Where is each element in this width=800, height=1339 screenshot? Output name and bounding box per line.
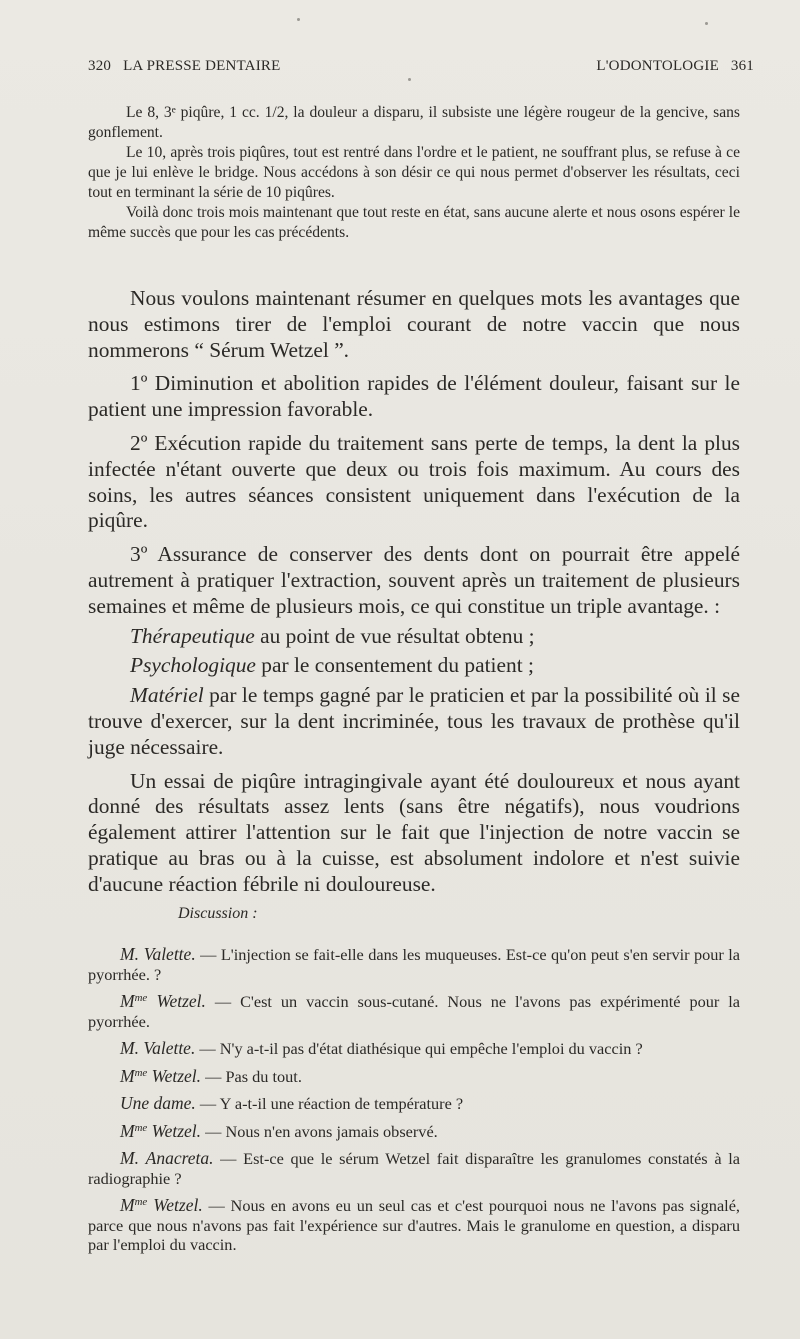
speaker-prefix: M (120, 1195, 135, 1215)
speaker-name (120, 991, 206, 1011)
summary-closing: Un essai de piqûre intragingivale ayant été douloureux et nous ayant donné des résultats assez lents (sans être négatifs), nous voudrions également attirer l'attention sur le fait que l'injection de notre vaccin se pratique au bras ou à la cuisse, est absolument indolore et n'est suivie d'aucune réaction fébrile ni douloureuse. (88, 768, 740, 896)
speaker-surname: Wetzel. (147, 1065, 202, 1086)
speech-text: — Pas du tout. (201, 1066, 302, 1086)
discussion-section (88, 945, 740, 1263)
speaker-surname: Wetzel. (147, 1195, 203, 1215)
speaker-superscript: me (134, 1066, 148, 1079)
speaker-prefix: M (120, 1065, 135, 1086)
discussion-entry (88, 1196, 740, 1255)
paper-speck (705, 22, 708, 25)
speaker-name: Une dame. (120, 1093, 196, 1113)
running-header (88, 58, 754, 82)
therapeutique-text: au point de vue résultat obtenu ; (254, 623, 535, 648)
speaker-prefix: M (120, 991, 135, 1011)
speaker-superscript: me (134, 1196, 148, 1209)
speaker-name (120, 1121, 201, 1141)
paragraph: Voilà donc trois mois maintenant que tout reste en état, sans aucune alerte et nous osons espérer le même succès que pour les cas précédents. (88, 204, 740, 241)
advantage-psychologique (88, 653, 740, 679)
header-right (596, 58, 754, 75)
speech-text: — Y a-t-il une réaction de température ? (195, 1094, 464, 1113)
right-journal-title: L'ODONTOLOGIE (596, 58, 719, 74)
discussion-entry (88, 1122, 740, 1142)
speech-text: — L'injection se fait-elle dans les muqueuses. Est-ce qu'on peut s'en servir pour la pyorrhée. ? (88, 945, 741, 984)
speech-text: — Nous en avons eu un seul cas et c'est pourquoi nous ne l'avons pas signalé, parce que nous n'avons pas fait l'expérience sur d'autres. Mais le granulome en question, a disparu par l'emploi du vaccin. (88, 1196, 740, 1254)
term-materiel: Matériel (130, 683, 204, 708)
discussion-entry (88, 1149, 740, 1188)
case-report-text (88, 103, 740, 243)
paragraph: Le 10, après trois piqûres, tout est rentré dans l'ordre et le patient, ne souffrant plus, se refuse à ce que je lui enlève le bridge. Nous accédons à son désir ce qui nous permet d'observer les résultats, ceci tout en terminant la série de 10 piqûres. (88, 144, 740, 201)
speaker-surname: Wetzel. (147, 1120, 202, 1141)
right-page-number: 361 (730, 58, 754, 74)
term-therapeutique: Thérapeutique (130, 623, 255, 648)
left-page-number: 320 (88, 58, 112, 74)
speaker-name: M. Valette. (120, 944, 196, 964)
speech-text: — N'y a-t-il pas d'état diathésique qui empêche l'emploi du vaccin ? (195, 1039, 643, 1058)
speaker-name: M. Valette. (120, 1038, 196, 1058)
header-left (88, 58, 280, 75)
advantage-1: 1º Diminution et abolition rapides de l'élément douleur, faisant sur le patient une impression favorable. (88, 371, 740, 422)
paragraph: Le 8, 3ᵉ piqûre, 1 cc. 1/2, la douleur a disparu, il subsiste une légère rougeur de la gencive, sans gonflement. (88, 104, 740, 141)
paper-speck (408, 78, 411, 81)
materiel-text: par le temps gagné par le praticien et par la possibilité où il se trouve d'exercer, sur la dent incriminée, tous les travaux de prothèse qu'il juge nécessaire. (88, 683, 740, 759)
discussion-heading: Discussion : (178, 905, 258, 922)
speaker-superscript: me (134, 1121, 148, 1134)
summary-section (88, 286, 740, 906)
speaker-superscript: me (134, 992, 148, 1005)
discussion-entry (88, 992, 740, 1031)
advantage-3: 3º Assurance de conserver des dents dont on pourrait être appelé autrement à pratiquer l'extraction, souvent après un traitement de plusieurs semaines et même de plusieurs mois, ce qui constitue un triple avantage. : (88, 542, 740, 618)
advantage-2: 2º Exécution rapide du traitement sans perte de temps, la dent la plus infectée n'étant ouverte que deux ou trois fois maximum. Au cours des soins, les autres séances consistent uniquement dans l'exécution de la piqûre. (88, 430, 740, 533)
speaker-surname: Wetzel. (147, 991, 206, 1011)
speaker-name: M. Anacreta. (120, 1148, 214, 1168)
psychologique-text: par le consentement du patient ; (255, 653, 534, 678)
advantage-materiel (88, 683, 740, 760)
speech-text: — C'est un vaccin sous-cutané. Nous ne l'avons pas expérimenté pour la pyorrhée. (88, 992, 741, 1031)
term-psychologique: Psychologique (130, 653, 256, 678)
speaker-name (120, 1195, 203, 1215)
speaker-prefix: M (120, 1120, 135, 1141)
speech-text: — Est-ce que le sérum Wetzel fait disparaître les granulomes constatés à la radiographie ? (88, 1149, 740, 1188)
speaker-name (120, 1066, 201, 1086)
speech-text: — Nous n'en avons jamais observé. (201, 1121, 438, 1141)
summary-lead: Nous voulons maintenant résumer en quelques mots les avantages que nous estimons tirer de l'emploi courant de notre vaccin que nous nommerons “ Sérum Wetzel ”. (88, 286, 740, 362)
discussion-entry (88, 1039, 740, 1059)
left-journal-title: LA PRESSE DENTAIRE (123, 58, 281, 74)
discussion-entry (88, 1094, 740, 1114)
paper-speck (297, 18, 300, 21)
discussion-entry (88, 1067, 740, 1087)
discussion-entry (88, 945, 740, 984)
advantage-therapeutique (88, 624, 740, 650)
